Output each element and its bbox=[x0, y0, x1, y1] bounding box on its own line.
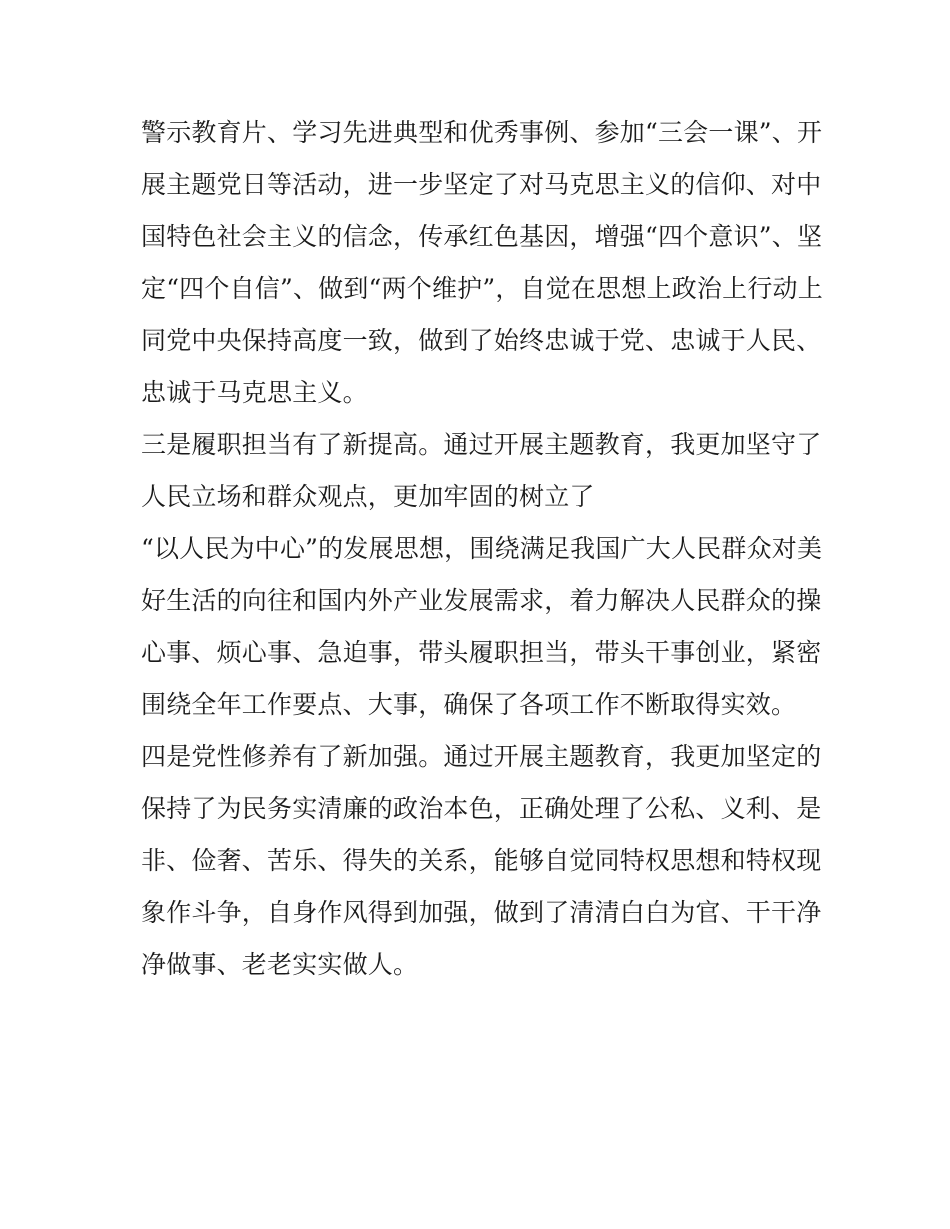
text-line: 围绕全年工作要点、大事，确保了各项工作不断取得实效。 bbox=[141, 690, 797, 719]
body-text bbox=[141, 107, 821, 991]
text-line: 保持了为民务实清廉的政治本色，正确处理了公私、义利、是 bbox=[141, 794, 822, 823]
text-line: “以人民为中心”的发展思想，围绕满足我国广大人民群众对美 bbox=[141, 534, 823, 563]
text-line: 好生活的向往和国内外产业发展需求，着力解决人民群众的操 bbox=[141, 586, 822, 615]
text-line: 净做事、老老实实做人。 bbox=[141, 950, 419, 979]
text-line: 三是履职担当有了新提高。通过开展主题教育，我更加坚守了 bbox=[141, 430, 822, 459]
text-line: 非、俭奢、苦乐、得失的关系，能够自觉同特权思想和特权现 bbox=[141, 846, 822, 875]
text-line: 心事、烦心事、急迫事，带头履职担当，带头干事创业，紧密 bbox=[141, 638, 822, 667]
text-line: 同党中央保持高度一致，做到了始终忠诚于党、忠诚于人民、 bbox=[141, 326, 822, 355]
text-line: 忠诚于马克思主义。 bbox=[141, 378, 368, 407]
text-line: 定“四个自信”、做到“两个维护”，自觉在思想上政治上行动上 bbox=[141, 274, 823, 303]
text-line: 国特色社会主义的信念，传承红色基因，增强“四个意识”、坚 bbox=[141, 222, 823, 251]
text-line: 象作斗争，自身作风得到加强，做到了清清白白为官、干干净 bbox=[141, 898, 822, 927]
text-line: 四是党性修养有了新加强。通过开展主题教育，我更加坚定的 bbox=[141, 742, 822, 771]
text-line: 展主题党日等活动，进一步坚定了对马克思主义的信仰、对中 bbox=[141, 170, 822, 199]
text-line: 人民立场和群众观点，更加牢固的树立了 bbox=[141, 482, 595, 511]
text-line: 警示教育片、学习先进典型和优秀事例、参加“三会一课”、开 bbox=[141, 118, 823, 147]
